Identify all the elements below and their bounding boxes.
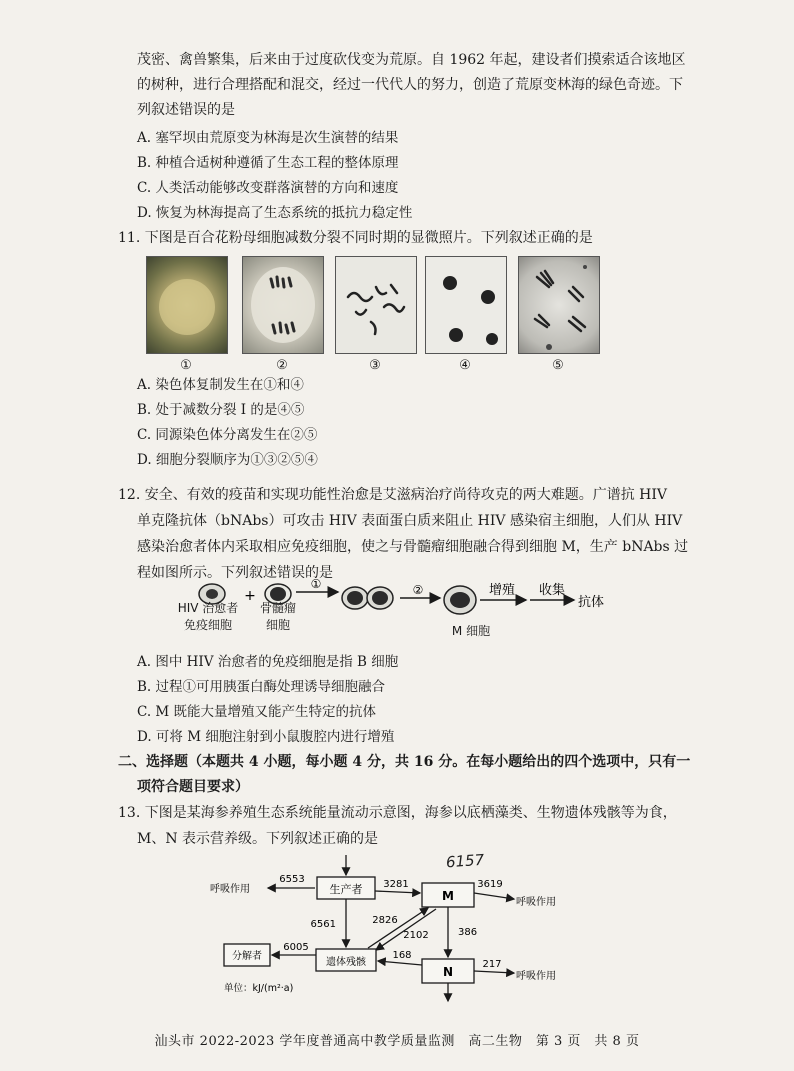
micrograph-label-5: ⑤ bbox=[552, 358, 564, 373]
q12-option-d: D. 可将 M 细胞注射到小鼠腹腔内进行增殖 bbox=[137, 729, 395, 745]
micrograph-label-4: ④ bbox=[459, 358, 471, 373]
m-to-n-value: 386 bbox=[458, 927, 478, 938]
plus-sign: + bbox=[244, 588, 256, 604]
proliferate-label: 增殖 bbox=[488, 583, 516, 598]
q10-option-b: B. 种植合适树种遵循了生态工程的整体原理 bbox=[137, 155, 399, 171]
immune-cell-label bbox=[168, 600, 248, 634]
micrograph-label-2: ② bbox=[276, 358, 288, 373]
n-label: N bbox=[442, 965, 454, 979]
n-respiration-arrow bbox=[474, 971, 514, 973]
q10-option-a: A. 塞罕坝由荒原变为林海是次生演替的结果 bbox=[137, 130, 399, 146]
m-to-remains-value: 2102 bbox=[403, 930, 429, 941]
q11-option-d: D. 细胞分裂顺序为①③②⑤④ bbox=[137, 452, 318, 468]
remains-to-decomposer-value: 6005 bbox=[283, 942, 309, 953]
step-2-label: ② bbox=[412, 583, 424, 597]
n-to-remains-arrow bbox=[378, 961, 422, 965]
handwritten-note: 6157 bbox=[445, 850, 485, 872]
q10-line-3: 列叙述错误的是 bbox=[137, 102, 235, 118]
unit-label: 单位：kJ/(m²·a) bbox=[224, 983, 294, 994]
micrograph-4 bbox=[425, 256, 507, 354]
fused-cells bbox=[342, 587, 393, 609]
q11-option-b: B. 处于减数分裂 I 的是④⑤ bbox=[137, 402, 305, 418]
step-1-label: ① bbox=[310, 578, 322, 591]
q11-option-a: A. 染色体复制发生在①和④ bbox=[137, 377, 304, 393]
q13-line-1: 13. 下图是某海参养殖生态系统能量流动示意图，海参以底栖藻类、生物遗体残骸等为食， bbox=[118, 805, 677, 821]
page-footer: 汕头市 2022-2023 学年度普通高中教学质量监测 高二生物 第 3 页 共 8 页 bbox=[154, 1034, 640, 1049]
q11-option-c: C. 同源染色体分离发生在②⑤ bbox=[137, 427, 318, 443]
m-respiration-arrow bbox=[474, 893, 514, 899]
n-to-remains-value: 168 bbox=[392, 950, 412, 961]
q13-line-2: M、N 表示营养级。下列叙述正确的是 bbox=[137, 831, 379, 847]
decomposer-label: 分解者 bbox=[232, 951, 262, 962]
q10-line-2: 的树种，进行合理搭配和混交，经过一代代人的努力，创造了荒原变林海的绿色奇迹。下 bbox=[137, 77, 683, 93]
n-respiration-label: 呼吸作用 bbox=[516, 971, 556, 982]
myeloma-cell-label-line-1: 骨髓瘤 bbox=[259, 601, 296, 615]
m-respiration-label: 呼吸作用 bbox=[516, 897, 556, 908]
section-2-heading-line-1: 二、选择题（本题共 4 小题，每小题 4 分，共 16 分。在每小题给出的四个选项中，只有一 bbox=[118, 754, 691, 770]
antibody-label: 抗体 bbox=[578, 595, 605, 610]
q12-option-c: C. M 既能大量增殖又能产生特定的抗体 bbox=[137, 704, 377, 720]
q12-line-2: 单克隆抗体（bNAbs）可攻击 HIV 表面蛋白质来阻止 HIV 感染宿主细胞，人们从 HIV bbox=[137, 513, 683, 529]
m-respiration-value: 3619 bbox=[477, 879, 503, 890]
micrograph-label-1: ① bbox=[180, 358, 192, 373]
m-cell-label: M 细胞 bbox=[451, 624, 491, 638]
q12-line-3: 感染治愈者体内采取相应免疫细胞，使之与骨髓瘤细胞融合得到细胞 M，生产 bNAbs 过 bbox=[137, 539, 689, 555]
micrograph-label-3: ③ bbox=[369, 358, 381, 373]
micrograph-1 bbox=[146, 256, 228, 354]
m-cell bbox=[444, 586, 476, 614]
remains-label: 遗体残骸 bbox=[326, 957, 366, 968]
q11-stem: 11. 下图是百合花粉母细胞减数分裂不同时期的显微照片。下列叙述正确的是 bbox=[118, 230, 593, 246]
producer-to-remains-value: 6561 bbox=[310, 919, 336, 930]
m-label: M bbox=[442, 889, 454, 903]
section-2-heading-line-2: 项符合题目要求） bbox=[137, 779, 249, 795]
q10-line-1: 茂密、禽兽繁集，后来由于过度砍伐变为荒原。自 1962 年起，建设者们摸索适合该地区 bbox=[137, 52, 686, 68]
producer-to-m-arrow bbox=[375, 891, 420, 893]
n-respiration-value: 217 bbox=[482, 959, 502, 970]
micrograph-2 bbox=[242, 256, 324, 354]
producer-respiration-value: 6553 bbox=[279, 874, 305, 885]
remains-to-m-value: 2826 bbox=[372, 915, 398, 926]
energy-flow-diagram bbox=[210, 855, 590, 1015]
immune-cell-label-line-2: 免疫细胞 bbox=[183, 618, 232, 632]
q12-option-b: B. 过程①可用胰蛋白酶处理诱导细胞融合 bbox=[137, 679, 386, 695]
micrograph-3 bbox=[335, 256, 417, 354]
q12-line-4: 程如图所示。下列叙述错误的是 bbox=[137, 565, 333, 581]
collect-label: 收集 bbox=[538, 583, 566, 598]
producer-label: 生产者 bbox=[329, 883, 363, 896]
remains-to-m-arrow bbox=[368, 908, 428, 948]
micrograph-5 bbox=[518, 256, 600, 354]
immune-cell-label-line-1: HIV 治愈者 bbox=[177, 601, 239, 615]
q10-option-c: C. 人类活动能够改变群落演替的方向和速度 bbox=[137, 180, 399, 196]
myeloma-cell-label bbox=[250, 600, 306, 634]
q10-option-d: D. 恢复为林海提高了生态系统的抵抗力稳定性 bbox=[137, 205, 413, 221]
producer-to-m-value: 3281 bbox=[383, 879, 409, 890]
q12-line-1: 12. 安全、有效的疫苗和实现功能性治愈是艾滋病治疗尚待攻克的两大难题。广谱抗 HIV bbox=[118, 487, 668, 503]
myeloma-cell-label-line-2: 细胞 bbox=[265, 618, 290, 632]
q12-option-a: A. 图中 HIV 治愈者的免疫细胞是指 B 细胞 bbox=[137, 654, 399, 670]
producer-respiration-label: 呼吸作用 bbox=[210, 884, 250, 895]
